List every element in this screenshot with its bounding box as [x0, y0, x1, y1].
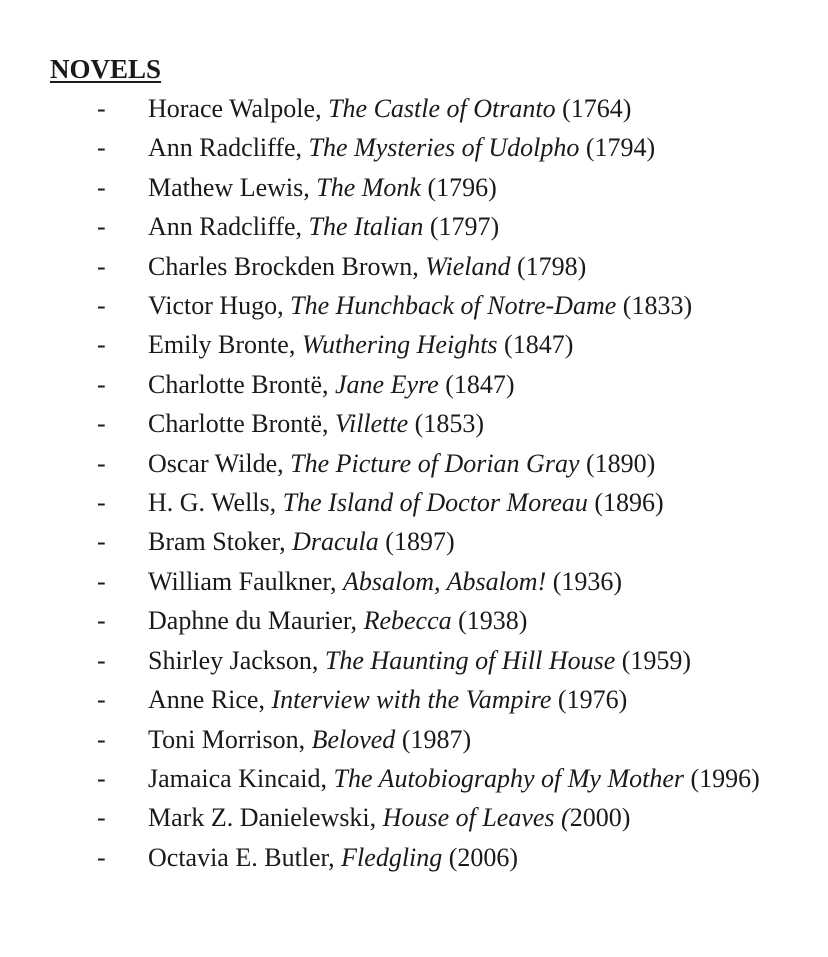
- book-title: The Picture of Dorian Gray: [290, 448, 580, 478]
- book-title: Interview with the Vampire: [271, 685, 552, 715]
- publication-year: (1896): [587, 488, 664, 518]
- list-bullet: -: [97, 251, 106, 281]
- list-item: [0, 759, 828, 798]
- list-item: [0, 641, 828, 680]
- author-name: William Faulkner,: [148, 566, 344, 596]
- list-item: [0, 601, 828, 640]
- list-bullet: -: [97, 94, 106, 123]
- author-name: Mathew Lewis,: [148, 172, 317, 202]
- list-item: [0, 562, 828, 601]
- list-bullet: -: [97, 409, 106, 439]
- author-name: Horace Walpole,: [148, 94, 329, 123]
- list-bullet: -: [97, 566, 106, 596]
- list-bullet: -: [97, 448, 106, 478]
- list-item: [0, 444, 828, 483]
- book-title: Absalom, Absalom!: [343, 566, 547, 596]
- list-item: [0, 325, 828, 364]
- entry-text: [148, 838, 788, 877]
- publication-year: (1847): [438, 369, 515, 399]
- list-item: [0, 798, 828, 837]
- list-item: [0, 168, 828, 207]
- author-name: Daphne du Maurier,: [148, 606, 364, 636]
- entry-text: [148, 247, 788, 286]
- entry-text: [148, 365, 788, 404]
- author-name: Victor Hugo,: [148, 291, 291, 321]
- list-bullet: -: [97, 842, 106, 872]
- publication-year: (1796): [420, 172, 497, 202]
- section-heading: NOVELS: [50, 54, 162, 84]
- book-title: Dracula: [292, 527, 379, 557]
- entry-text: [148, 128, 788, 167]
- publication-year: (1987): [395, 724, 472, 754]
- entry-text: [148, 562, 788, 601]
- list-item: [0, 404, 828, 443]
- author-name: Ann Radcliffe,: [148, 133, 309, 163]
- publication-year: (2006): [442, 842, 519, 872]
- publication-year: 2000): [569, 803, 631, 833]
- publication-year: (1847): [497, 330, 574, 360]
- list-bullet: -: [97, 212, 106, 242]
- list-bullet: -: [97, 724, 106, 754]
- publication-year: (1764): [555, 94, 632, 123]
- list-item: [0, 286, 828, 325]
- list-bullet: -: [97, 803, 106, 833]
- book-title: The Monk: [316, 172, 421, 202]
- book-title: Wieland: [425, 251, 511, 281]
- list-bullet: -: [97, 488, 106, 518]
- book-title: Wuthering Heights: [301, 330, 498, 360]
- publication-year: (1797): [423, 212, 500, 242]
- list-item: [0, 483, 828, 522]
- book-title: House of Leaves (: [382, 803, 570, 833]
- entry-text: [148, 286, 788, 325]
- list-bullet: -: [97, 763, 106, 793]
- list-bullet: -: [97, 330, 106, 360]
- list-bullet: -: [97, 645, 106, 675]
- list-item: [0, 680, 828, 719]
- entry-text: [148, 522, 788, 561]
- list-bullet: -: [97, 685, 106, 715]
- entry-text: [148, 89, 788, 128]
- publication-year: (1833): [616, 291, 693, 321]
- publication-year: (1890): [579, 448, 656, 478]
- list-item: [0, 89, 828, 128]
- novel-list: [0, 89, 828, 877]
- entry-text: [148, 444, 788, 483]
- list-item: [0, 365, 828, 404]
- publication-year: (1976): [551, 685, 628, 715]
- list-item: [0, 522, 828, 561]
- book-title: The Mysteries of Udolpho: [308, 133, 580, 163]
- book-title: Beloved: [311, 724, 396, 754]
- publication-year: (1938): [451, 606, 528, 636]
- entry-text: [148, 680, 788, 719]
- list-item: [0, 207, 828, 246]
- author-name: Toni Morrison,: [148, 724, 312, 754]
- publication-year: (1853): [408, 409, 484, 439]
- author-name: Ann Radcliffe,: [148, 212, 309, 242]
- author-name: Charles Brockden Brown,: [148, 251, 426, 281]
- entry-text: [148, 483, 788, 522]
- entry-text: [148, 325, 788, 364]
- list-item: [0, 720, 828, 759]
- author-name: Bram Stoker,: [148, 527, 293, 557]
- author-name: Oscar Wilde,: [148, 448, 291, 478]
- publication-year: (1959): [615, 645, 692, 675]
- book-title: The Italian: [308, 212, 424, 242]
- list-bullet: -: [97, 606, 106, 636]
- entry-text: [148, 798, 788, 837]
- list-bullet: -: [97, 133, 106, 163]
- book-title: The Hunchback of Notre-Dame: [290, 291, 617, 321]
- author-name: Shirley Jackson,: [148, 645, 325, 675]
- publication-year: (1897): [378, 527, 455, 557]
- author-name: Charlotte Brontë,: [148, 369, 336, 399]
- author-name: Anne Rice,: [148, 685, 272, 715]
- book-title: The Autobiography of My Mother: [333, 763, 685, 793]
- entry-text: [148, 207, 788, 246]
- entry-text: [148, 601, 788, 640]
- book-title: Jane Eyre: [335, 369, 439, 399]
- author-name: H. G. Wells,: [148, 488, 283, 518]
- list-item: [0, 247, 828, 286]
- book-title: The Island of Doctor Moreau: [282, 488, 588, 518]
- publication-year: (1794): [579, 133, 656, 163]
- author-name: Jamaica Kincaid,: [148, 763, 334, 793]
- book-title: The Haunting of Hill House: [324, 645, 616, 675]
- entry-text: [148, 720, 788, 759]
- author-name: Octavia E. Butler,: [148, 842, 342, 872]
- book-title: Rebecca: [363, 606, 452, 636]
- author-name: Emily Bronte,: [148, 330, 302, 360]
- list-item: [0, 128, 828, 167]
- book-title: Villette: [335, 409, 409, 439]
- list-bullet: -: [97, 291, 106, 321]
- book-title: Fledgling: [341, 842, 443, 872]
- book-title: The Castle of Otranto: [328, 94, 556, 123]
- list-bullet: -: [97, 369, 106, 399]
- publication-year: (1798): [510, 251, 587, 281]
- author-name: Mark Z. Danielewski,: [148, 803, 383, 833]
- entry-text: [148, 641, 788, 680]
- entry-text: [148, 759, 788, 798]
- publication-year: (1936): [546, 566, 623, 596]
- entry-text: [148, 404, 788, 443]
- author-name: Charlotte Brontë,: [148, 409, 336, 439]
- list-bullet: -: [97, 172, 106, 202]
- list-item: [0, 838, 828, 877]
- list-bullet: -: [97, 527, 106, 557]
- publication-year: (1996): [684, 763, 760, 793]
- entry-text: [148, 168, 788, 207]
